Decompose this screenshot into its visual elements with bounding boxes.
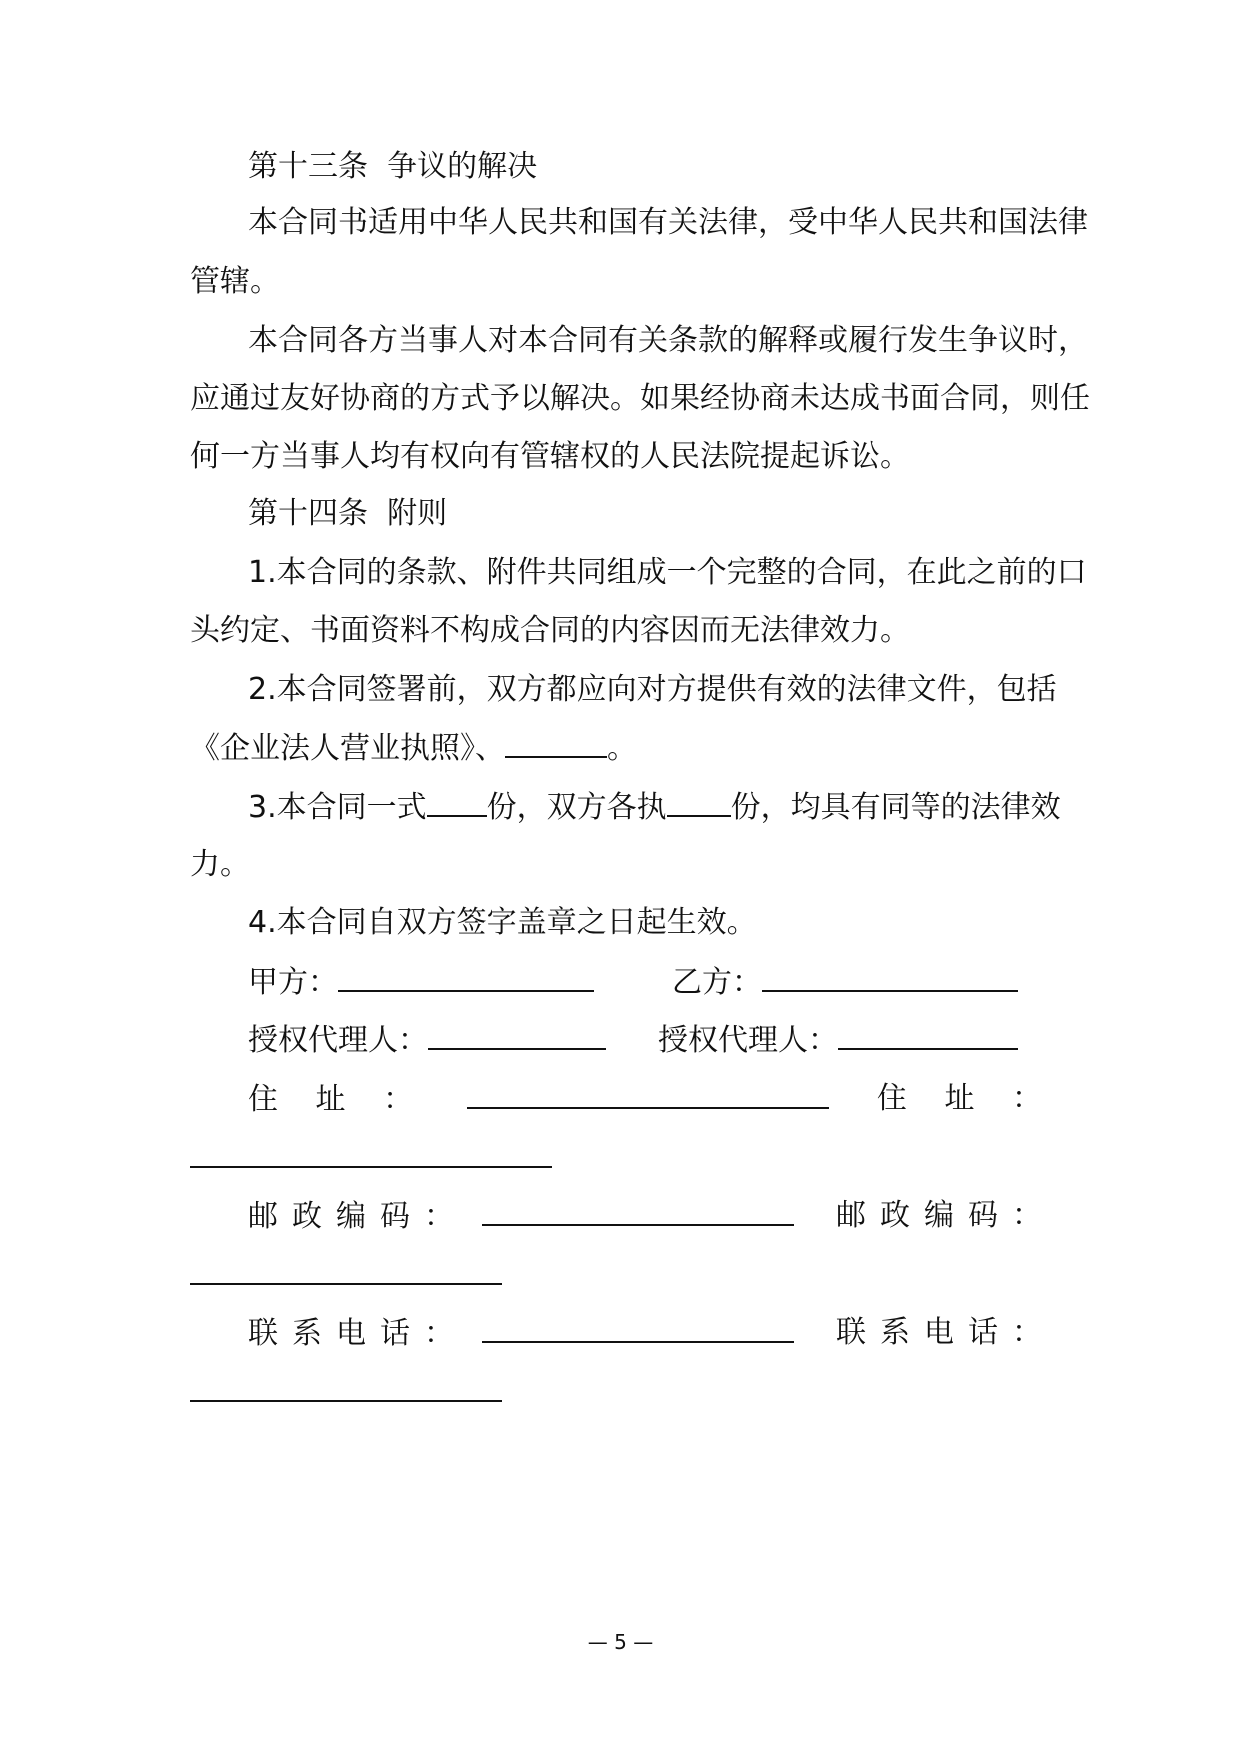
signature-zip-row	[248, 1196, 1056, 1237]
field-label: 甲方：	[248, 965, 338, 1000]
fill-in-blank	[838, 1020, 1018, 1050]
paragraph-line: 4.本合同自双方签字盖章之日起生效。	[248, 905, 757, 940]
article-14-heading: 第十四条 附则	[248, 496, 448, 531]
paragraph-line: 头约定、书面资料不构成合同的内容因而无法律效力。	[190, 613, 910, 648]
continuation-line	[190, 1255, 502, 1296]
paragraph-line: 1.本合同的条款、附件共同组成一个完整的合同，在此之前的口	[248, 555, 1087, 590]
phone-b-field	[836, 1313, 1056, 1354]
field-label: 住 址 ：	[876, 1081, 1056, 1116]
paragraph-line: 力。	[190, 847, 250, 882]
paragraph-line: 何一方当事人均有权向有管辖权的人民法院提起诉讼。	[190, 439, 910, 474]
continuation-line	[190, 1138, 552, 1179]
agent-b-field	[658, 1020, 1018, 1061]
paragraph-line: 本合同各方当事人对本合同有关条款的解释或履行发生争议时，	[248, 323, 1088, 358]
paragraph-text: 3.本合同一式	[248, 790, 427, 825]
paragraph-line: 应通过友好协商的方式予以解决。如果经协商未达成书面合同，则任	[190, 381, 1090, 416]
field-label: 授权代理人：	[248, 1023, 428, 1058]
fill-in-blank	[467, 1079, 829, 1109]
fill-in-blank	[190, 1255, 502, 1285]
zip-b-field	[836, 1196, 1056, 1237]
page-number: — 5 —	[587, 1630, 654, 1654]
fill-in-blank	[762, 962, 1018, 992]
address-a-field	[248, 1079, 829, 1120]
agent-a-field	[248, 1020, 606, 1061]
address-b-field	[877, 1079, 1056, 1120]
paragraph-line: 管辖。	[190, 264, 280, 299]
phone-a-field	[248, 1313, 794, 1354]
paragraph-line: 2.本合同签署前，双方都应向对方提供有效的法律文件，包括	[248, 672, 1057, 707]
fill-in-blank	[482, 1196, 794, 1226]
paragraph-line: 本合同书适用中华人民共和国有关法律，受中华人民共和国法律	[248, 205, 1088, 240]
signature-party-row	[248, 962, 1018, 1003]
party-b-field	[672, 962, 1018, 1003]
signature-address-row	[248, 1079, 1056, 1120]
fill-in-blank	[190, 1372, 502, 1402]
paragraph-text: 《企业法人营业执照》、	[190, 731, 505, 766]
field-label: 住 址 ：	[248, 1082, 428, 1117]
continuation-line	[190, 1372, 502, 1413]
field-label: 邮政编码：	[248, 1199, 468, 1234]
paragraph-text: 份，均具有同等的法律效	[730, 790, 1061, 825]
fill-in-blank	[505, 728, 607, 758]
fill-in-blank	[482, 1313, 794, 1343]
field-label: 邮政编码：	[836, 1198, 1056, 1233]
fill-in-blank	[190, 1138, 552, 1168]
field-label: 授权代理人：	[658, 1023, 838, 1058]
field-label: 乙方：	[672, 965, 762, 1000]
party-a-field	[248, 962, 594, 1003]
paragraph-text: 。	[607, 731, 637, 766]
fill-in-blank	[428, 1020, 606, 1050]
paragraph-line	[190, 728, 637, 769]
fill-in-blank	[667, 787, 731, 817]
field-label: 联系电话：	[248, 1316, 468, 1351]
signature-phone-row	[248, 1313, 1056, 1354]
zip-a-field	[248, 1196, 794, 1237]
paragraph-line	[248, 787, 1061, 828]
article-13-heading: 第十三条 争议的解决	[248, 149, 538, 184]
signature-agent-row	[248, 1020, 1018, 1061]
field-label: 联系电话：	[836, 1315, 1056, 1350]
fill-in-blank	[427, 787, 487, 817]
fill-in-blank	[338, 962, 594, 992]
paragraph-text: 份，双方各执	[486, 790, 667, 825]
